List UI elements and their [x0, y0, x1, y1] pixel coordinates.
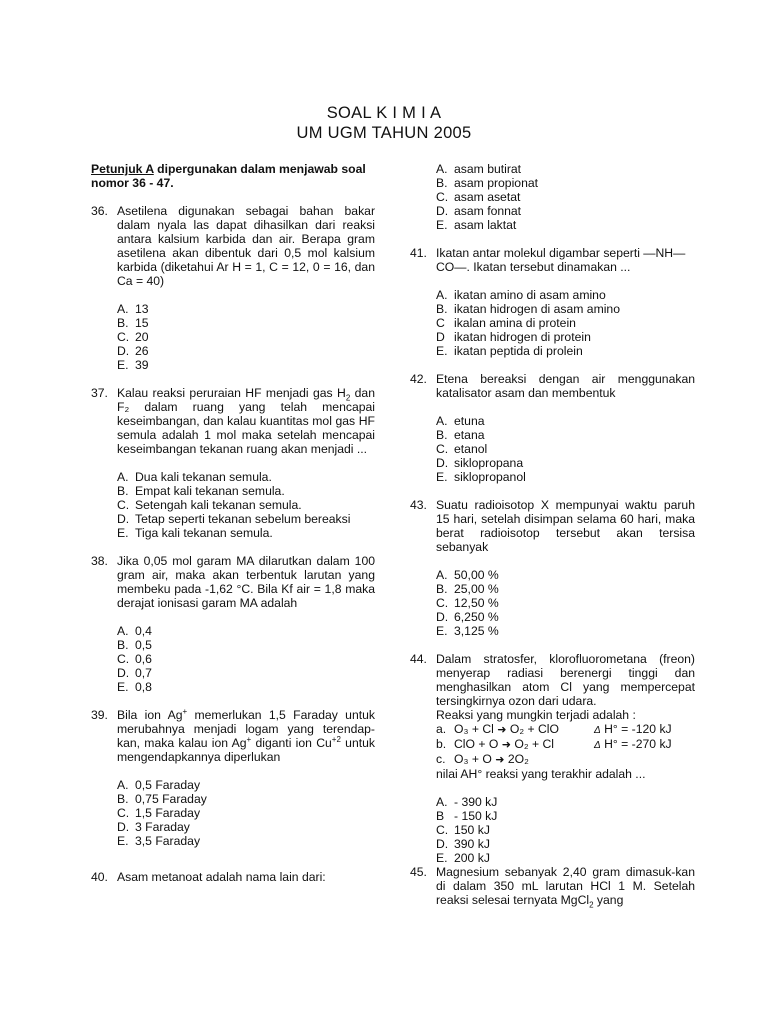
option-letter: C. [436, 823, 449, 837]
option-text: 3,5 Faraday [135, 834, 201, 848]
option-text: Tetap seperti tekanan sebelum bereaksi [135, 512, 351, 526]
option-q37-0 [117, 470, 375, 484]
reaction-lhs: O₃ + O [454, 752, 492, 766]
option-letter: D. [436, 456, 449, 470]
question-stem [117, 386, 375, 456]
option-letter: E. [117, 834, 129, 848]
page-title: SOAL K I M I A [326, 104, 442, 122]
option-letter: A. [117, 302, 129, 316]
option-q36-2 [117, 330, 375, 344]
option-text: 0,5 Faraday [135, 778, 201, 792]
option-list [117, 778, 375, 848]
option-text: asam fonnat [454, 204, 522, 218]
option-letter: B. [117, 792, 129, 806]
option-q42-0 [436, 414, 695, 428]
option-letter: A. [436, 288, 448, 302]
question-stem: Jika 0,05 mol garam MA dilarutkan dalam 100 gram air, maka akan terbentuk larutan yang membeku pada -1,62 °C. Bila Kf air = 1,8 maka derajat ionisasi garam MA adalah [117, 554, 375, 610]
option-letter: D. [117, 666, 130, 680]
option-text: 0,6 [135, 652, 152, 666]
reaction-2 [436, 752, 695, 767]
instructions-label: Petunjuk A [91, 162, 154, 176]
delta-icon: Δ [594, 740, 601, 751]
option-letter: E. [117, 526, 129, 540]
option-text: 3,125 % [454, 624, 499, 638]
left-column [91, 162, 375, 884]
option-text: Tiga kali tekanan semula. [135, 526, 273, 540]
option-text: 150 kJ [454, 823, 490, 837]
option-text: 0,75 Faraday [135, 792, 207, 806]
option-q43-1 [436, 582, 695, 596]
option-text: 0,5 [135, 638, 152, 652]
option-list [436, 568, 695, 638]
stem-part: memerlukan 1,5 Faraday untuk merubahnya menjadi logam yang terendap-kan, maka kalau ion Ag [117, 708, 375, 750]
option-letter: D. [436, 204, 449, 218]
option-q42-3 [436, 456, 695, 470]
option-letter: C. [117, 652, 130, 666]
option-letter: A. [436, 568, 448, 582]
option-q40-0 [436, 162, 695, 176]
question-stem: Dalam stratosfer, klorofluorometana (freon) menyerap radiasi berenergi tinggi dan menghasilkan atom Cl yang mempercepat tersingkirnya ozon dari udara. [436, 652, 695, 708]
reaction-lhs: ClO + O [454, 737, 499, 751]
question-stem [117, 708, 375, 764]
option-list [436, 288, 695, 358]
question-42 [410, 372, 695, 484]
option-letter: C. [436, 596, 449, 610]
enthalpy-value [594, 722, 672, 738]
question-number: 44. [410, 652, 427, 666]
option-text: 0,8 [135, 680, 152, 694]
question-stem: Asetilena digunakan sebagai bahan bakar dalam nyala las dapat dihasilkan dari reaksi antara kalsium karbida dan air. Berapa gram asetilena akan dibentuk dari 0,5 mol kalsium karbida (diketahui Ar H = 1, C = 12, 0 = 16, dan Ca = 40) [117, 204, 375, 288]
superscript: +2 [331, 734, 341, 744]
option-letter: A. [117, 778, 129, 792]
question-44 [410, 652, 695, 865]
option-letter: E. [436, 851, 448, 865]
option-text: asam propionat [454, 176, 539, 190]
reaction-rhs: 2O₂ [507, 752, 529, 766]
option-q36-1 [117, 316, 375, 330]
question-number: 36. [91, 204, 108, 218]
question-number: 40. [91, 870, 108, 884]
option-text: 25,00 % [454, 582, 499, 596]
option-letter: E. [436, 218, 448, 232]
option-text: 15 [135, 316, 149, 330]
option-letter: C. [117, 330, 130, 344]
subscript: 2 [589, 900, 594, 910]
option-list [436, 414, 695, 484]
option-q37-3 [117, 512, 375, 526]
option-q44-4 [436, 851, 695, 865]
question-41 [410, 246, 695, 358]
question-ask: nilai AH° reaksi yang terakhir adalah ... [436, 767, 646, 781]
instructions [91, 162, 375, 190]
question-number: 43. [410, 498, 427, 512]
option-letter: E. [117, 680, 129, 694]
option-text: 200 kJ [454, 851, 490, 865]
option-letter: E. [436, 470, 448, 484]
instructions-text: dipergunakan dalam menjawab soal nomor 36 - 47. [91, 162, 366, 190]
option-letter: D. [436, 837, 449, 851]
option-q37-4 [117, 526, 375, 540]
option-list [436, 795, 695, 865]
option-q39-1 [117, 792, 375, 806]
option-text: Empat kali tekanan semula. [135, 484, 285, 498]
option-q37-1 [117, 484, 375, 498]
option-letter: C. [117, 806, 130, 820]
right-arrow-icon: ➜ [495, 754, 505, 766]
enthalpy-text: H° = -120 kJ [604, 722, 672, 736]
option-q40-1 [436, 176, 695, 190]
option-text: ikatan hidrogen di protein [454, 330, 591, 344]
question-line: Reaksi yang mungkin terjadi adalah : [436, 708, 636, 722]
option-q43-0 [436, 568, 695, 582]
option-letter: E. [117, 358, 129, 372]
delta-icon: Δ [594, 725, 601, 736]
stem-part: untuk mengendapkannya diperlukan [117, 736, 375, 764]
option-letter: B. [117, 316, 129, 330]
option-text: 26 [135, 344, 149, 358]
question-number: 45. [410, 865, 427, 879]
question-40 [91, 870, 375, 884]
option-letter: B. [117, 638, 129, 652]
option-q36-0 [117, 302, 375, 316]
option-letter: C. [436, 190, 449, 204]
superscript: + [182, 706, 188, 716]
superscript: + [246, 734, 252, 744]
stem-part: diganti ion Cu [251, 736, 332, 750]
option-q38-1 [117, 638, 375, 652]
option-q41-4 [436, 344, 695, 358]
question-stem [436, 865, 695, 910]
option-list [117, 302, 375, 372]
option-q41-1 [436, 302, 695, 316]
option-text: 12,50 % [454, 596, 499, 610]
option-letter: A. [436, 795, 448, 809]
option-q43-2 [436, 596, 695, 610]
option-text: asam butirat [454, 162, 522, 176]
reaction-0 [436, 722, 695, 737]
question-43 [410, 498, 695, 638]
option-q39-2 [117, 806, 375, 820]
option-letter: B. [117, 484, 129, 498]
option-q40-3 [436, 204, 695, 218]
option-q37-2 [117, 498, 375, 512]
stem-part: Kalau reaksi peruraian HF menjadi gas H [117, 386, 346, 400]
stem-part: dan F₂ dalam ruang yang telah mencapai keseimbangan, dan kalau kuantitas mol gas HF semula adalah 1 mol maka setelah mencapai keseimbangan tekanan ruang akan menjadi ... [117, 386, 375, 456]
option-text: Setengah kali tekanan semula. [135, 498, 302, 512]
stem-part: Bila ion Ag [117, 708, 183, 722]
reaction-letter: b. [436, 737, 447, 751]
option-text: 3 Faraday [135, 820, 190, 834]
option-list [117, 624, 375, 694]
question-stem: Etena bereaksi dengan air menggunakan katalisator asam dan membentuk [436, 372, 695, 400]
option-text: siklopropana [454, 456, 524, 470]
option-q44-3 [436, 837, 695, 851]
question-number: 42. [410, 372, 427, 386]
stem-part: yang [593, 893, 624, 907]
option-text: 13 [135, 302, 149, 316]
option-text: 6,250 % [454, 610, 499, 624]
option-q39-3 [117, 820, 375, 834]
question-stem: Ikatan antar molekul digambar seperti —NH—CO—. Ikatan tersebut dinamakan ... [436, 246, 686, 274]
option-q41-0 [436, 288, 695, 302]
option-letter: D. [436, 610, 449, 624]
option-letter: C. [117, 498, 130, 512]
option-q43-3 [436, 610, 695, 624]
option-letter: B [436, 809, 445, 823]
option-letter: D. [117, 820, 130, 834]
stem-part: Magnesium sebanyak 2,40 gram dimasuk-kan di dalam 350 mL larutan HCl 1 M. Setelah reaksi selesai ternyata MgCl [436, 865, 695, 907]
question-stem: Asam metanoat adalah nama lain dari: [117, 870, 326, 884]
option-q38-0 [117, 624, 375, 638]
option-text: 20 [135, 330, 149, 344]
question-number: 37. [91, 386, 108, 400]
option-letter: D. [117, 344, 130, 358]
enthalpy-text: H° = -270 kJ [604, 737, 672, 751]
option-text: 390 kJ [454, 837, 490, 851]
right-arrow-icon: ➜ [501, 739, 511, 751]
option-letter: A. [436, 162, 448, 176]
option-text: 0,7 [135, 666, 152, 680]
option-text: 50,00 % [454, 568, 499, 582]
option-q44-2 [436, 823, 695, 837]
option-q39-0 [117, 778, 375, 792]
option-list [117, 470, 375, 540]
reaction-rhs: O₂ + Cl [514, 737, 554, 751]
option-q41-2 [436, 316, 695, 330]
option-q43-4 [436, 624, 695, 638]
subscript: 2 [345, 393, 351, 403]
question-40-options [410, 162, 695, 232]
option-q38-2 [117, 652, 375, 666]
option-q44-0 [436, 795, 695, 809]
option-q42-4 [436, 470, 695, 484]
page-subtitle: UM UGM TAHUN 2005 [296, 124, 472, 142]
option-text: siklopropanol [454, 470, 526, 484]
option-list [436, 162, 695, 232]
option-text: etana [454, 428, 485, 442]
option-q42-2 [436, 442, 695, 456]
option-q36-4 [117, 358, 375, 372]
right-arrow-icon: ➜ [497, 724, 507, 736]
option-q44-1 [436, 809, 695, 823]
reaction-letter: a. [436, 722, 447, 736]
option-text: ikalan amina di protein [454, 316, 576, 330]
option-letter: C [436, 316, 445, 330]
option-letter: E. [436, 624, 448, 638]
reaction-rhs: O₂ + ClO [509, 722, 559, 736]
option-text: - 150 kJ [454, 809, 498, 823]
option-q36-3 [117, 344, 375, 358]
question-45 [410, 865, 695, 910]
option-q41-3 [436, 330, 695, 344]
option-q42-1 [436, 428, 695, 442]
option-letter: B. [436, 428, 448, 442]
question-number: 41. [410, 246, 427, 260]
option-text: 0,4 [135, 624, 152, 638]
option-text: ikatan hidrogen di asam amino [454, 302, 620, 316]
option-letter: B. [436, 302, 448, 316]
question-39 [91, 708, 375, 848]
option-text: 39 [135, 358, 149, 372]
question-38 [91, 554, 375, 694]
option-letter: E. [436, 344, 448, 358]
option-letter: C. [436, 442, 449, 456]
question-36 [91, 204, 375, 372]
question-stem: Suatu radioisotop X mempunyai waktu paruh 15 hari, setelah disimpan selama 60 hari, maka berat radioisotop tersebut akan tersisa sebanyak [436, 498, 695, 554]
option-text: Dua kali tekanan semula. [135, 470, 272, 484]
option-q40-2 [436, 190, 695, 204]
question-number: 38. [91, 554, 108, 568]
option-text: etuna [454, 414, 485, 428]
enthalpy-value [594, 737, 672, 753]
reaction-list [436, 722, 695, 767]
option-text: asam asetat [454, 190, 521, 204]
option-letter: D [436, 330, 445, 344]
option-text: asam laktat [454, 218, 517, 232]
reaction-lhs: O₃ + Cl [454, 722, 494, 736]
option-q39-4 [117, 834, 375, 848]
option-letter: D. [117, 512, 130, 526]
reaction-1 [436, 737, 695, 752]
question-number: 39. [91, 708, 108, 722]
option-q40-4 [436, 218, 695, 232]
option-text: etanol [454, 442, 488, 456]
option-letter: A. [436, 414, 448, 428]
right-column [410, 162, 695, 910]
reaction-letter: c. [436, 752, 446, 766]
option-letter: A. [117, 624, 129, 638]
option-q38-3 [117, 666, 375, 680]
question-37 [91, 386, 375, 540]
option-letter: A. [117, 470, 129, 484]
option-letter: B. [436, 582, 448, 596]
option-text: ikatan amino di asam amino [454, 288, 606, 302]
option-q38-4 [117, 680, 375, 694]
option-letter: B. [436, 176, 448, 190]
option-text: ikatan peptida di prolein [454, 344, 583, 358]
option-text: - 390 kJ [454, 795, 498, 809]
option-text: 1,5 Faraday [135, 806, 201, 820]
